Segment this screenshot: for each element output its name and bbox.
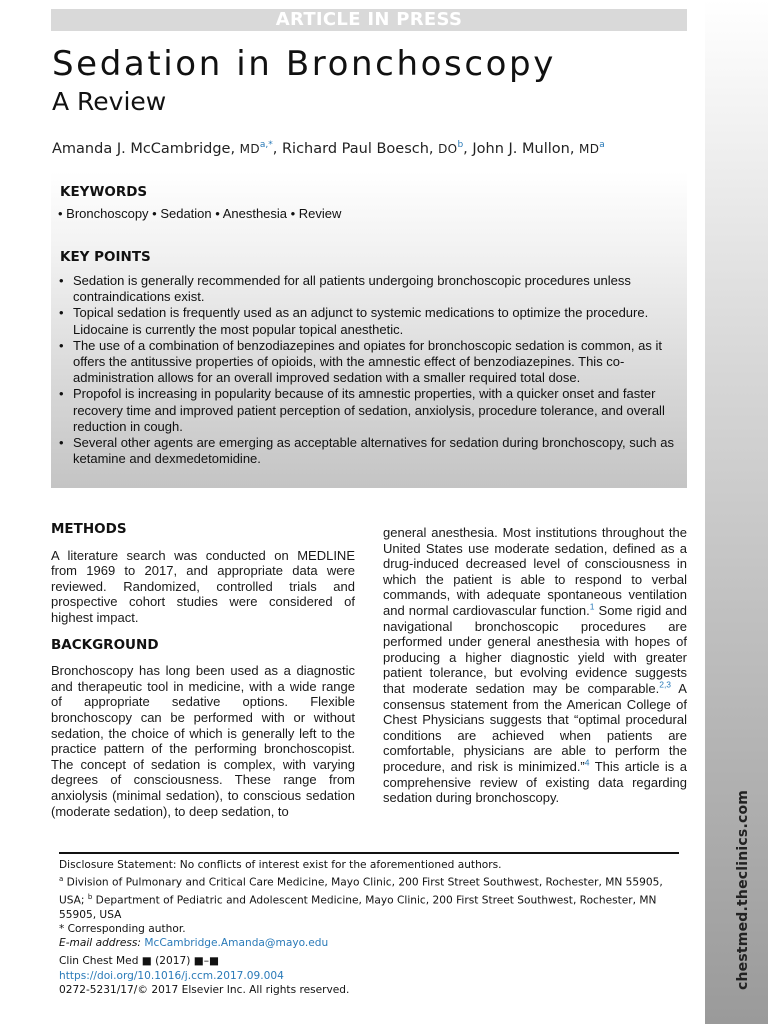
corresponding-author: * Corresponding author.	[59, 922, 186, 935]
journal-website: chestmed.theclinics.com	[735, 789, 751, 990]
key-point-item: • The use of a combination of benzodiazepines and opiates for bronchoscopic sedation is common, as it offers the antitussive properties of opioids, with the amnestic effect of benzodiazepines. This co-administration allows for an overall improved sedation with a smaller required total dose.	[58, 338, 674, 387]
reference-link[interactable]: 4	[584, 757, 590, 768]
key-point-item: • Sedation is generally recommended for all patients undergoing bronchoscopic procedures unless contraindications exist.	[58, 273, 674, 305]
body-text: general anesthesia. Most institutions throughout the United States use moderate sedation, defined as a drug-induced decreased level of consciousness in which the patient is able to respond to verbal commands, with adequate spontaneous ventilation and normal cardiovascular function.	[383, 525, 687, 618]
key-points-list	[58, 273, 674, 467]
journal-info	[59, 954, 349, 998]
author-list	[52, 140, 605, 157]
author-degree: MD	[239, 141, 260, 156]
keywords-heading: KEYWORDS	[60, 184, 148, 200]
affiliation-b: Department of Pediatric and Adolescent Medicine, Mayo Clinic, 200 First Street Southwest, Rochester, MN 55905, USA	[59, 894, 657, 921]
background-heading: BACKGROUND	[51, 636, 159, 653]
right-column	[383, 525, 687, 818]
keywords-list: • Bronchoscopy • Sedation • Anesthesia • Review	[58, 206, 342, 221]
body-text: This article is a comprehensive review of existing data regarding sedation during bronchoscopy.	[383, 758, 687, 806]
email-label: E-mail address:	[59, 937, 142, 950]
background-paragraph: Bronchoscopy has long been used as a diagnostic and therapeutic tool in medicine, with a wide range of appropriate sedative options. Flexible bronchoscopy can be performed with or without sedation, the choice of which is generally left to the practice pattern of the performing bronchoscopist. The concept of sedation is complex, with varying degrees of consciousness. These range from anxiolysis (minimal sedation), to conscious sedation (moderate sedation), to deep sedation, to	[51, 663, 355, 819]
key-points-heading: KEY POINTS	[60, 249, 151, 265]
affiliation-mark: b	[87, 892, 93, 901]
email-line	[59, 936, 679, 950]
disclosure-statement: Disclosure Statement: No conflicts of interest exist for the aforementioned authors.	[59, 859, 502, 871]
footnotes	[59, 858, 679, 950]
author-affiliation-mark[interactable]: a	[599, 140, 605, 150]
copyright-line: 0272-5231/17/© 2017 Elsevier Inc. All rights reserved.	[59, 984, 350, 997]
key-point-item: • Topical sedation is frequently used as an adjunct to systemic medications to optimize the procedure. Lidocaine is currently the most popular topical anesthetic.	[58, 305, 674, 337]
methods-paragraph: A literature search was conducted on MEDLINE from 1969 to 2017, and appropriate data were reviewed. Randomized, controlled trials and prospective cohort studies were considered of highest impact.	[51, 547, 355, 625]
reference-link[interactable]: 1	[589, 601, 595, 612]
keywords-keypoints-box	[51, 171, 687, 488]
footnote-divider	[59, 852, 679, 854]
methods-heading: METHODS	[51, 521, 127, 537]
article-subtitle: A Review	[52, 87, 167, 116]
key-point-item: • Several other agents are emerging as acceptable alternatives for sedation during bronchoscopy, such as ketamine and dexmedetomidine.	[58, 435, 674, 467]
body-text: Some rigid and navigational bronchoscopic procedures are performed under general anesthesia with hopes of producing a higher diagnostic yield with greater patient tolerance, but evolving evidence suggests that moderate sedation may be comparable.	[383, 602, 687, 696]
author-degree: DO	[438, 141, 458, 156]
left-column	[51, 522, 355, 831]
affiliation-mark: a	[59, 875, 64, 884]
author-affiliation-mark[interactable]: b	[457, 140, 464, 150]
email-link[interactable]: McCambridge.Amanda@mayo.edu	[144, 937, 329, 950]
author-affiliation-mark[interactable]: a,*	[259, 140, 273, 150]
doi-link[interactable]: https://doi.org/10.1016/j.ccm.2017.09.004	[59, 969, 284, 982]
author-name: , John J. Mullon,	[463, 140, 575, 157]
right-column-paragraph	[383, 525, 687, 806]
article-in-press-banner: ARTICLE IN PRESS	[51, 9, 687, 31]
affiliations	[59, 872, 679, 922]
key-point-item: • Propofol is increasing in popularity because of its amnestic properties, with a quicker onset and faster recovery time and improved patient perception of sedation, anxiolysis, procedure tolerance, and overall reduction in cough.	[58, 386, 674, 435]
journal-citation: Clin Chest Med ■ (2017) ■–■	[59, 955, 220, 967]
body-text: A consensus statement from the American College of Chest Physicians suggests that “optimal procedural conditions are achieved when patients are comfortable, physicians are able to perform the procedure, and risk is minimized.”	[383, 680, 687, 774]
article-title: Sedation in Bronchoscopy	[52, 44, 556, 84]
author-name: Amanda J. McCambridge,	[52, 140, 236, 157]
reference-link[interactable]: 2,3	[659, 679, 672, 690]
author-name: , Richard Paul Boesch,	[272, 140, 434, 157]
author-degree: MD	[579, 141, 600, 156]
affiliation-a: Division of Pulmonary and Critical Care Medicine, Mayo Clinic, 200 First Street Southwest, Rochester, MN 55905, USA;	[59, 876, 663, 907]
